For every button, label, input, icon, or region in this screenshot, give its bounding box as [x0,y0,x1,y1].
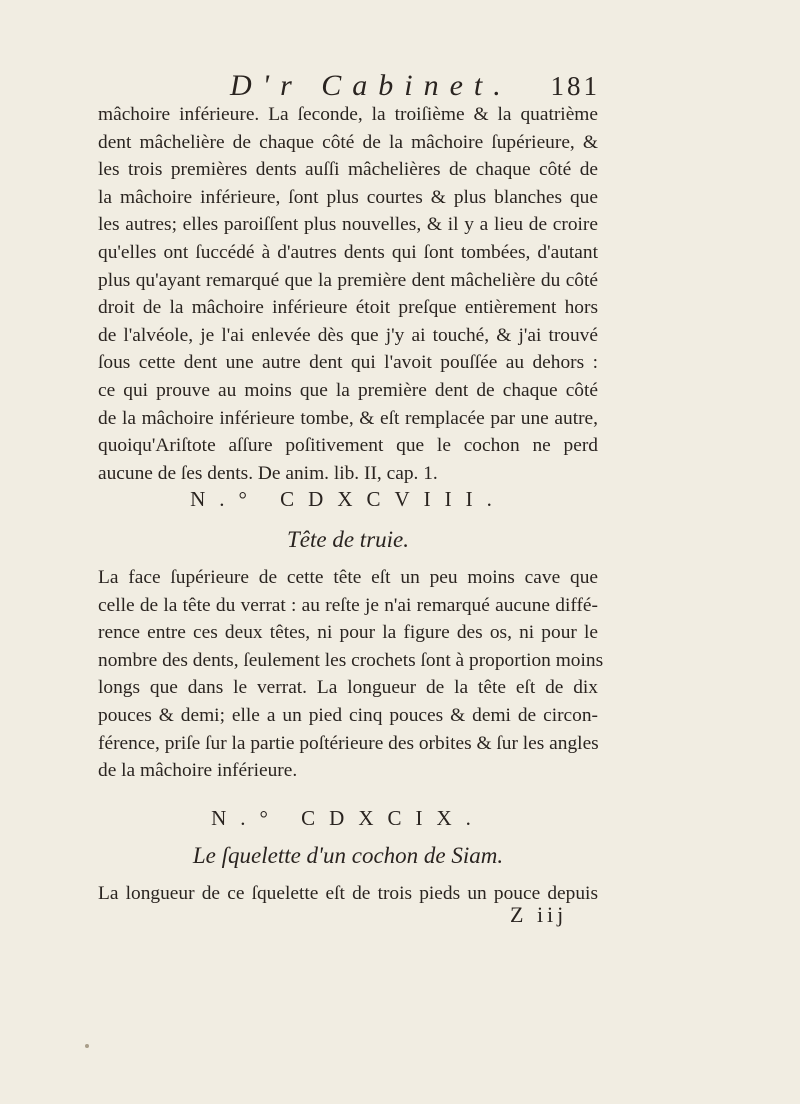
entry-number: N.° CDXCVIII. [190,487,506,511]
text-line: celle de la tête du verrat : au reſte je n'ai remarqué aucune diffé- [98,594,598,616]
text-line: quoiqu'Ariſtote aſſure poſitivement que le cochon ne perd [98,435,598,457]
text-line: ce qui prouve au moins que la première dent de chaque côté [98,379,598,401]
text-line: qu'elles ont ſuccédé à d'autres dents qui ſont tombées, d'autant [98,241,598,263]
text-line: La face ſupérieure de cette tête eſt un peu moins cave que [98,567,598,588]
entry-number: N.° CDXCIX. [211,806,485,830]
text-line: les autres; elles paroiſſent plus nouvelles, & il y a lieu de croire [98,214,598,236]
text-line: mâchoire inférieure. La ſeconde, la troiſième & la quatrième [98,104,598,125]
text-line: de la mâchoire inférieure tombe, & eſt remplacée par une autre, [98,407,598,429]
body-paragraph-continued [98,101,598,487]
text-line: dent mâchelière de chaque côté de la mâchoire ſupérieure, & [98,131,598,153]
text-line: nombre des dents, ſeulement les crochets ſont à proportion moins [98,649,604,671]
text-line: férence, priſe ſur la partie poſtérieure des orbites & ſur les angles [98,732,599,754]
text-line: La longueur de ce ſquelette eſt de trois pieds un pouce depuis [98,883,598,904]
text-line-citation: aucune de ſes dents. De anim. lib. II, cap. 1. [98,462,438,484]
text-line: de l'alvéole, je l'ai enlevée dès que j'y ai touché, & j'ai trouvé [98,324,598,346]
text-line: les trois premières dents auſſi mâchelières de chaque côté de [98,159,598,181]
entry-title: Tête de truie. [287,527,409,552]
text-line: ſous cette dent une autre dent qui l'avoit pouſſée au dehors : [98,352,598,374]
running-head [230,68,600,104]
text-line: plus qu'ayant remarqué que la première dent mâchelière du côté [98,269,598,291]
entry-title: Le ſquelette d'un cochon de Siam. [192,843,504,868]
entry-body [98,564,604,785]
running-head-title: D'r Cabinet. [230,69,512,102]
signature-mark: Z iij [510,902,568,927]
paper-speck [85,1044,89,1048]
text-line: longs que dans le verrat. La longueur de la tête eſt de dix [98,677,598,699]
text-line: pouces & demi; elle a un pied cinq pouces & demi de circon- [98,704,598,726]
text-line: la mâchoire inférieure, ſont plus courtes & plus blanches que [98,186,598,208]
page-number: 181 [550,71,600,101]
text-line: de la mâchoire inférieure. [98,760,298,782]
text-line: rence entre ces deux têtes, ni pour la figure des os, ni pour le [98,622,598,644]
text-line: droit de la mâchoire inférieure étoit preſque entièrement hors [98,297,598,319]
